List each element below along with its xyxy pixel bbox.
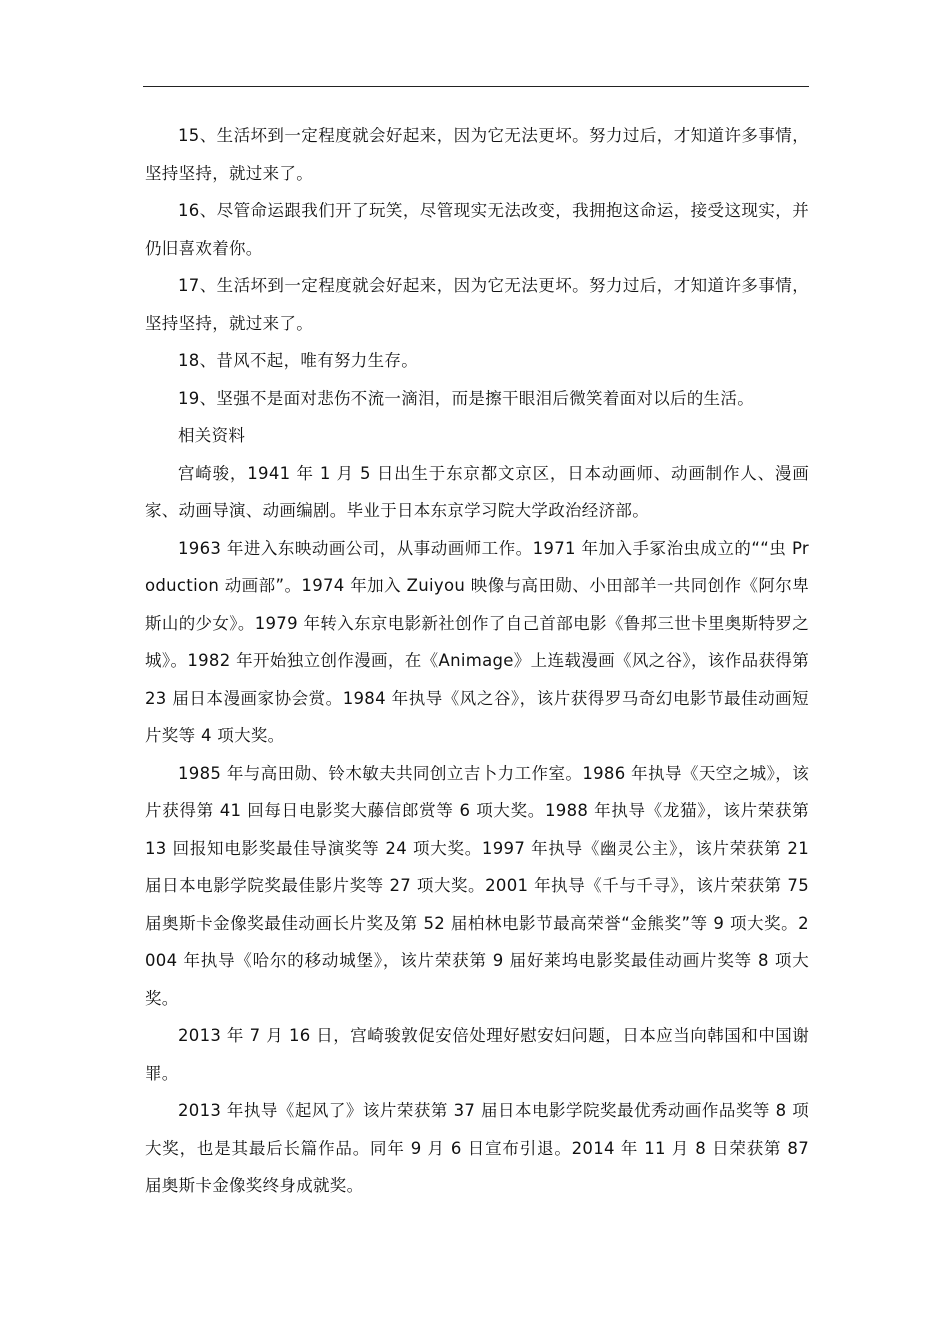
paragraph-bio-2013-statement: 2013 年 7 月 16 日，宫崎骏敦促安倍处理好慰安妇问题，日本应当向韩国和中国谢罪。	[145, 1026, 809, 1083]
paragraph-quote-19: 19、坚强不是面对悲伤不流一滴泪，而是擦干眼泪后微笑着面对以后的生活。	[178, 388, 754, 408]
paragraph-bio-retirement: 2013 年执导《起风了》该片荣获第 37 届日本电影学院奖最优秀动画作品奖等 8 项大奖，也是其最后长篇作品。同年 9 月 6 日宣布引退。2014 年 11 月 8 日荣获第 87 届奥斯卡金像奖终身成就奖。	[145, 1101, 809, 1195]
paragraph-bio-ghibli: 1985 年与高田勋、铃木敏夫共同创立吉卜力工作室。1986 年执导《天空之城》，该片获得第 41 回每日电影奖大藤信郎赏等 6 项大奖。1988 年执导《龙猫》，该片荣获第 13 回报知电影奖最佳导演奖等 24 项大奖。1997 年执导《幽灵公主》，该片荣获第 21 届日本电影学院奖最佳影片奖等 27 项大奖。2001 年执导《千与千寻》，该片荣获第 75 届奥斯卡金像奖最佳动画长片奖及第 52 届柏林电影节最高荣誉“金熊奖”等 9 项大奖。2004 年执导《哈尔的移动城堡》，该片荣获第 9 届好莱坞电影奖最佳动画片奖等 8 项大奖。	[145, 763, 809, 1008]
paragraph-quote-17: 17、生活坏到一定程度就会好起来，因为它无法更坏。努力过后，才知道许多事情，坚持坚持，就过来了。	[145, 276, 809, 333]
paragraph-quote-16: 16、尽管命运跟我们开了玩笑，尽管现实无法改变，我拥抱这命运，接受这现实，并仍旧喜欢着你。	[145, 201, 809, 258]
paragraph-quote-15: 15、生活坏到一定程度就会好起来，因为它无法更坏。努力过后，才知道许多事情，坚持坚持，就过来了。	[145, 126, 809, 183]
paragraph-quote-18: 18、昔风不起，唯有努力生存。	[178, 351, 418, 370]
paragraph-bio-early-career: 1963 年进入东映动画公司，从事动画师工作。1971 年加入手冢治虫成立的““虫 Production 动画部”。1974 年加入 Zuiyou 映像与高田勋、小田部羊一共同创作《阿尔卑斯山的少女》。1979 年转入东京电影新社创作了自己首部电影《鲁邦三世卡里奥斯特罗之城》。1982 年开始独立创作漫画，在《Animage》上连载漫画《风之谷》，该作品获得第 23 届日本漫画家协会赏。1984 年执导《风之谷》，该片获得罗马奇幻电影节最佳动画短片奖等 4 项大奖。	[145, 538, 809, 745]
header-rule	[143, 86, 809, 87]
section-heading-related: 相关资料	[178, 426, 246, 445]
document-body	[145, 117, 809, 1205]
paragraph-bio-intro: 宫崎骏，1941 年 1 月 5 日出生于东京都文京区，日本动画师、动画制作人、漫画家、动画导演、动画编剧。毕业于日本东京学习院大学政治经济部。	[145, 463, 809, 520]
